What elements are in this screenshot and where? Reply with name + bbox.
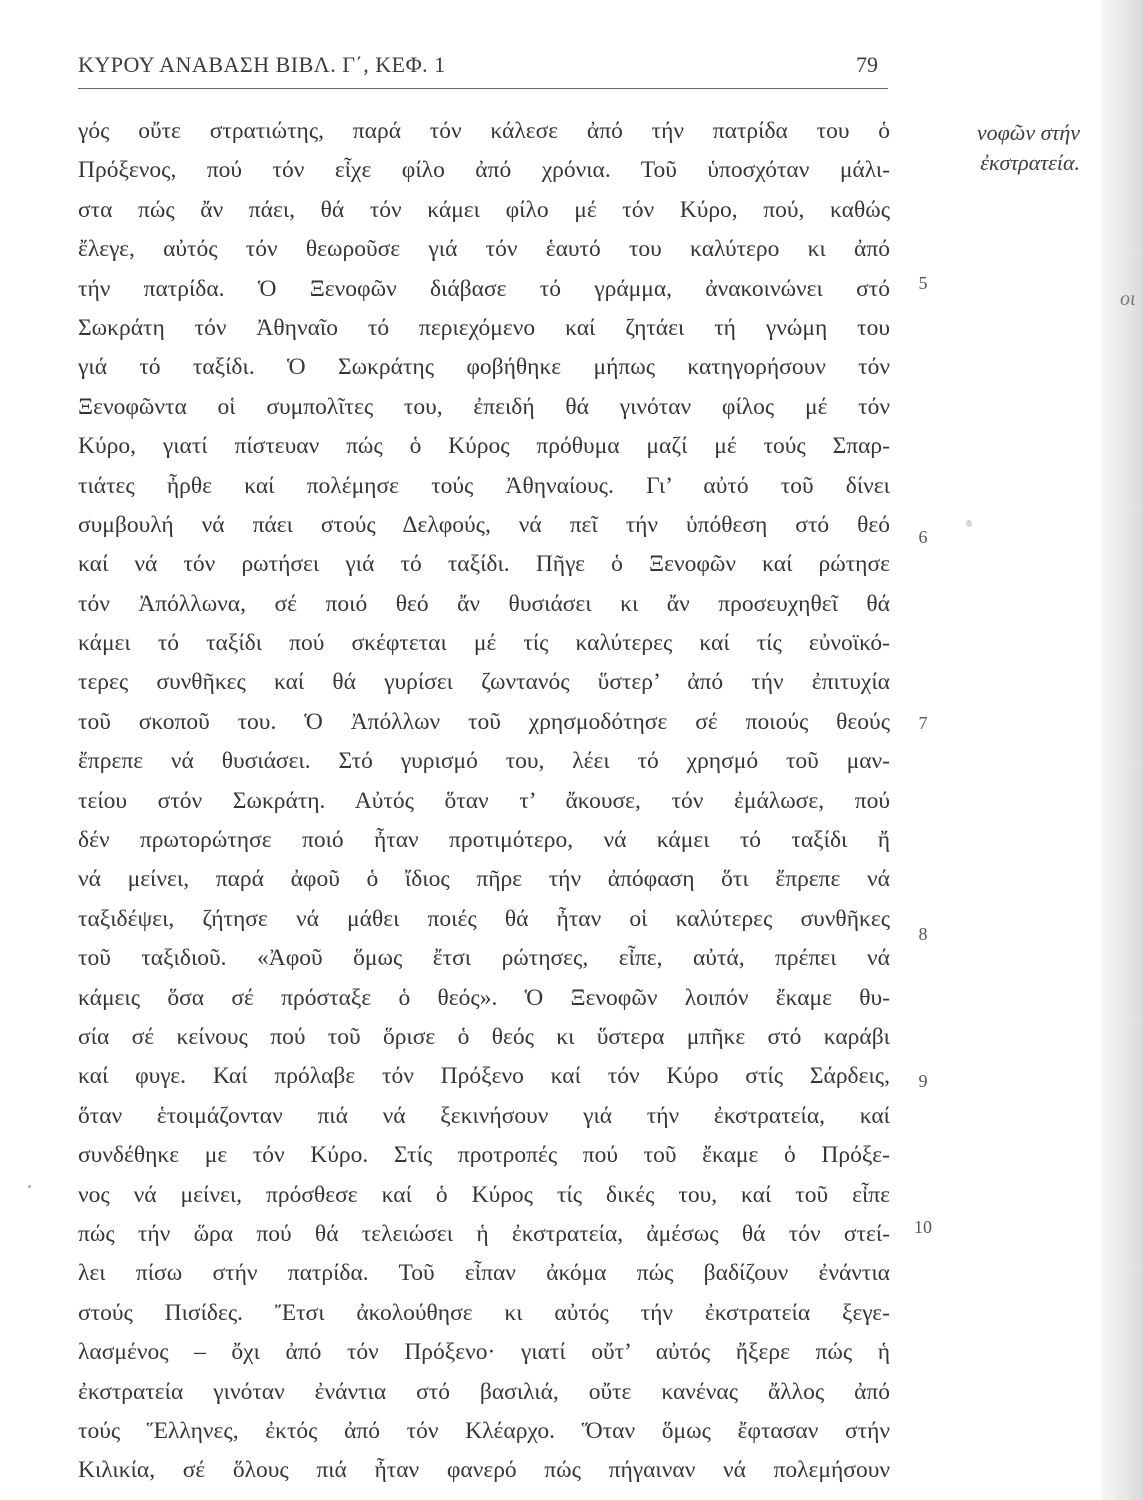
text-line: ὅταν ἑτοιμάζονταν πιά νά ξεκινήσουν γιά τήν ἐκστρατεία, καί <box>78 1102 890 1129</box>
margin-gloss-line: ἐκστρατεία. <box>980 150 1080 175</box>
text-line: στούς Πισίδες. Ἔτσι ἀκολούθησε κι αὐτός τήν ἐκστρατεία ξεγε- <box>78 1299 890 1326</box>
section-number: 6 <box>918 527 928 547</box>
text-line: τιάτες ἦρθε καί πολέμησε τούς Ἀθηναίους. Γι’ αὐτό τοῦ δίνει <box>78 472 890 499</box>
paper-speck <box>966 520 972 527</box>
section-number: 10 <box>914 1217 932 1237</box>
text-line: στα πώς ἄν πάει, θά τόν κάμει φίλο μέ τόν Κύρο, πού, καθώς <box>78 196 890 223</box>
text-line: ἔλεγε, αὐτός τόν θεωροῦσε γιά τόν ἑαυτό του καλύτερο κι ἀπό <box>78 236 890 263</box>
text-line: δέν πρωτορώτησε ποιό ἦταν προτιμότερο, νά κάμει τό ταξίδι ἤ <box>78 827 890 854</box>
text-line: Κιλικία, σέ ὅλους πιά ἦταν φανερό πώς πήγαιναν νά πολεμήσουν <box>78 1457 890 1484</box>
text-line: τοῦ σκοποῦ του. Ὁ Ἀπόλλων τοῦ χρησμοδότησε σέ ποιούς θεούς <box>78 708 890 735</box>
text-line: γός οὔτε στρατιώτης, παρά τόν κάλεσε ἀπό τήν πατρίδα του ὁ <box>78 118 890 144</box>
text-line: τήν πατρίδα. Ὁ Ξενοφῶν διάβασε τό γράμμα, ἀνακοινώνει στό <box>78 275 890 302</box>
text-line: πώς τήν ὥρα πού θά τελειώσει ἡ ἐκστρατεία, ἀμέσως θά τόν στεί- <box>78 1220 890 1247</box>
section-number: 7 <box>918 713 928 733</box>
text-line: κάμει τό ταξίδι πού σκέφτεται μέ τίς καλύτερες καί τίς εὐνοϊκό- <box>78 630 890 657</box>
text-line: τερες συνθῆκες καί θά γυρίσει ζωντανός ὕστερ’ ἀπό τήν ἐπιτυχία <box>78 669 890 696</box>
text-line: σία σέ κείνους πού τοῦ ὅρισε ὁ θεός κι ὕστερα μπῆκε στό καράβι <box>78 1023 890 1050</box>
text-line: Σωκράτη τόν Ἀθηναῖο τό περιεχόμενο καί ζητάει τή γνώμη του <box>78 314 890 341</box>
text-line: καί νά τόν ρωτήσει γιά τό ταξίδι. Πῆγε ὁ Ξενοφῶν καί ρώτησε <box>78 551 890 578</box>
running-title: ΚΥΡΟΥ ΑΝΑΒΑΣΗ ΒΙΒΛ. Γ΄, ΚΕΦ. 1 <box>78 52 446 77</box>
text-line: γιά τό ταξίδι. Ὁ Σωκράτης φοβήθηκε μήπως κατηγορήσουν τόν <box>78 354 890 381</box>
bleed-through-fragment: οι <box>1120 288 1136 310</box>
text-line: κάμεις ὅσα σέ πρόσταξε ὁ θεός». Ὁ Ξενοφῶν λοιπόν ἔκαμε θυ- <box>78 984 890 1011</box>
header-rule <box>78 88 888 89</box>
text-line: ἐκστρατεία γινόταν ἐνάντια στό βασιλιά, οὔτε κανένας ἄλλος ἀπό <box>78 1378 890 1405</box>
running-head <box>78 52 886 82</box>
next-page-shadow <box>1101 0 1143 1500</box>
text-line: λει πίσω στήν πατρίδα. Τοῦ εἶπαν ἀκόμα πώς βαδίζουν ἐνάντια <box>78 1260 890 1287</box>
text-line: τείου στόν Σωκράτη. Αὐτός ὅταν τ’ ἄκουσε, τόν ἐμάλωσε, πού <box>78 787 890 814</box>
text-line: Πρόξενος, πού τόν εἶχε φίλο ἀπό χρόνια. Τοῦ ὑποσχόταν μάλι- <box>78 157 890 184</box>
margin-gloss <box>940 118 1080 178</box>
text-line: Κύρο, γιατί πίστευαν πώς ὁ Κύρος πρόθυμα μαζί μέ τούς Σπαρ- <box>78 433 890 460</box>
text-line: νά μείνει, παρά ἀφοῦ ὁ ἴδιος πῆρε τήν ἀπόφαση ὅτι ἔπρεπε νά <box>78 866 890 893</box>
text-line: συμβουλή νά πάει στούς Δελφούς, νά πεῖ τήν ὑπόθεση στό θεό <box>78 511 890 538</box>
text-line: νος νά μείνει, πρόσθεσε καί ὁ Κύρος τίς δικές του, καί τοῦ εἶπε <box>78 1181 890 1208</box>
paper-speck <box>28 1185 31 1188</box>
section-number: 9 <box>918 1071 928 1091</box>
text-line: τοῦ ταξιδιοῦ. «Ἀφοῦ ὅμως ἔτσι ρώτησες, εἶπε, αὐτά, πρέπει νά <box>78 945 890 972</box>
page-number: 79 <box>856 52 878 77</box>
margin-gloss-line: νοφῶν στήν <box>976 120 1080 145</box>
text-line: τούς Ἕλληνες, ἐκτός ἀπό τόν Κλέαρχο. Ὅταν ὅμως ἔφτασαν στήν <box>78 1417 890 1444</box>
text-line: ἔπρεπε νά θυσιάσει. Στό γυρισμό του, λέει τό χρησμό τοῦ μαν- <box>78 748 890 775</box>
text-line: Ξενοφῶντα οἱ συμπολῖτες του, ἐπειδή θά γινόταν φίλος μέ τόν <box>78 393 890 420</box>
body-text <box>78 112 890 1491</box>
text-line: καί φυγε. Καί πρόλαβε τόν Πρόξενο καί τόν Κύρο στίς Σάρδεις, <box>78 1063 890 1090</box>
text-line: τόν Ἀπόλλωνα, σέ ποιό θεό ἄν θυσιάσει κι ἄν προσευχηθεῖ θά <box>78 590 890 617</box>
text-line: ταξιδέψει, ζήτησε νά μάθει ποιές θά ἦταν οἱ καλύτερες συνθῆκες <box>78 905 890 932</box>
section-number: 5 <box>918 273 928 293</box>
text-line: συνδέθηκε με τόν Κύρο. Στίς προτροπές πού τοῦ ἔκαμε ὁ Πρόξε- <box>78 1142 890 1169</box>
text-line: λασμένος – ὄχι ἀπό τόν Πρόξενο· γιατί οὔτ’ αὐτός ἤξερε πώς ἡ <box>78 1339 890 1366</box>
section-number: 8 <box>918 924 928 944</box>
